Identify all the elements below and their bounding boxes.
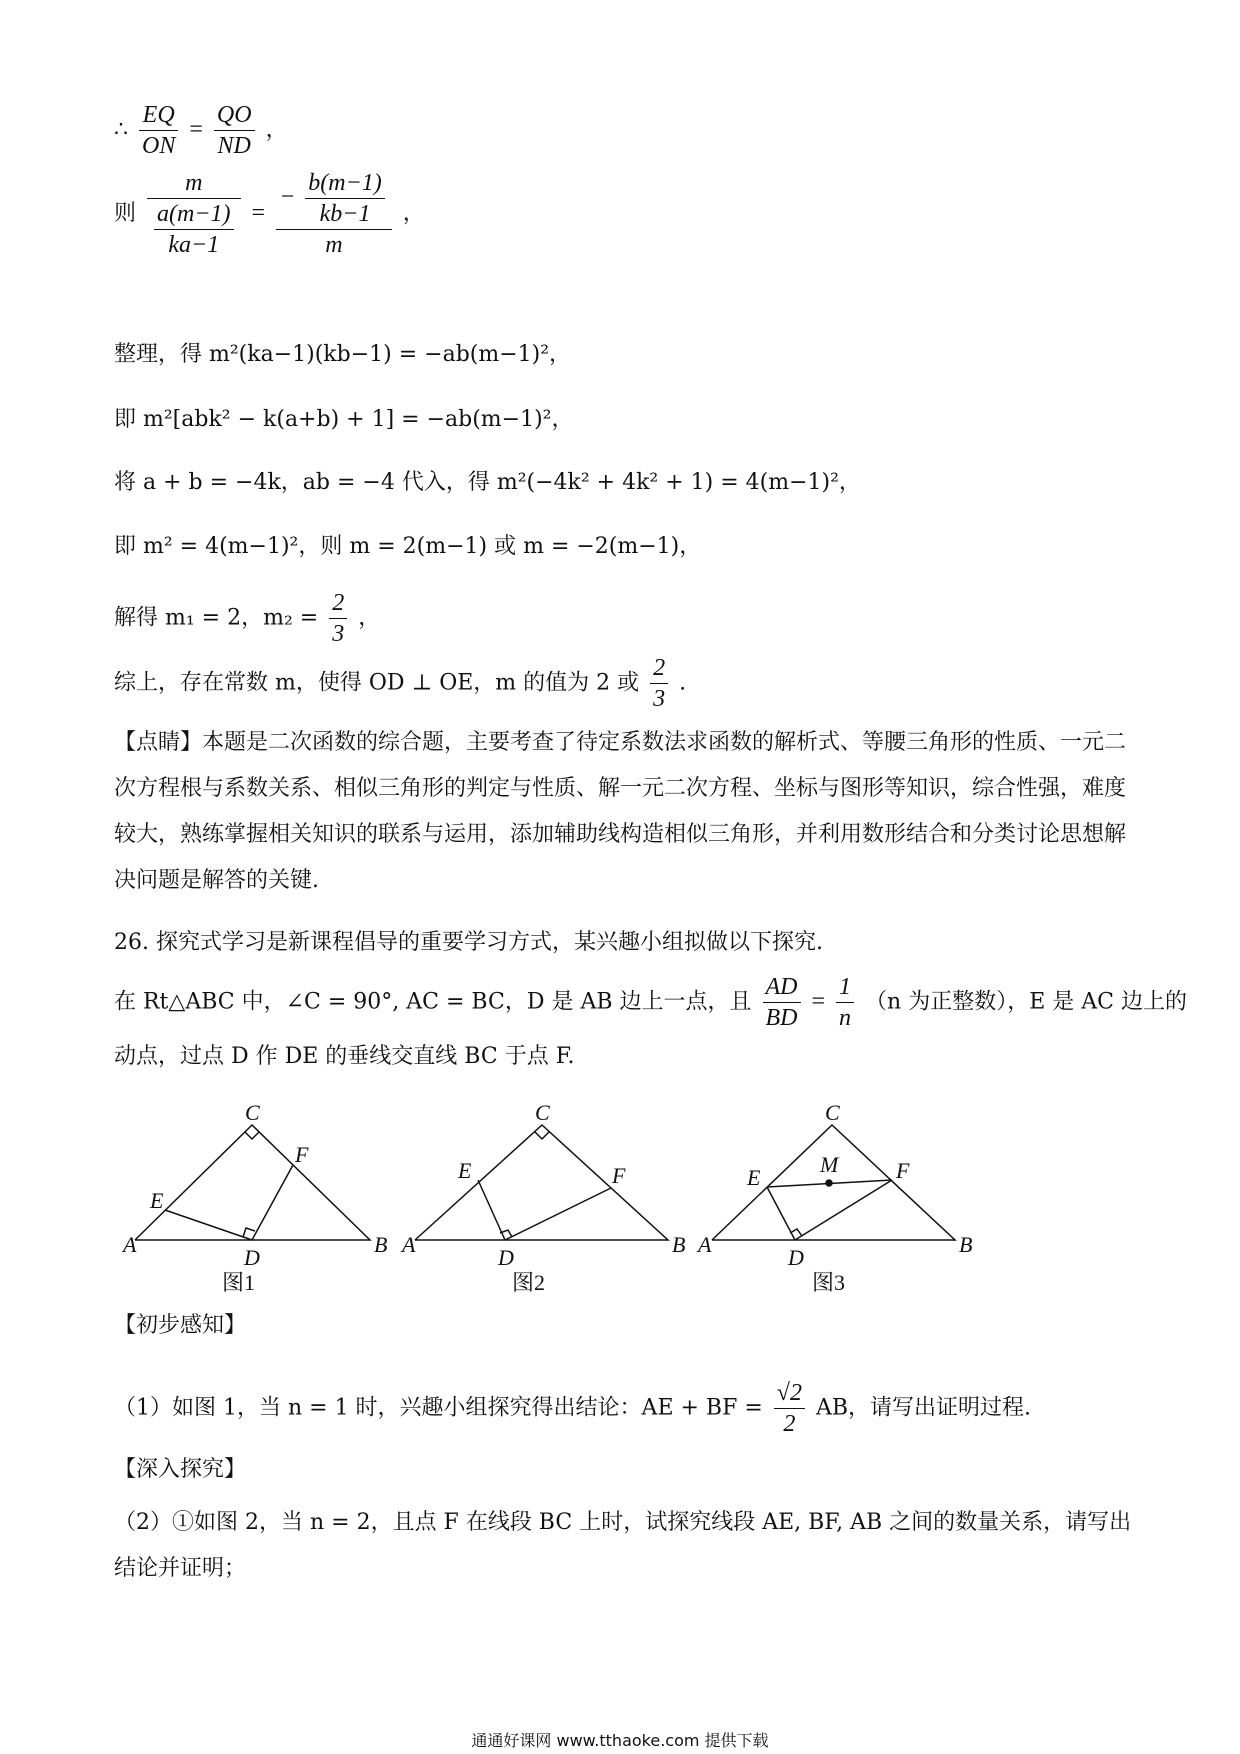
label-c: C [825, 1100, 840, 1125]
label-f: F [612, 1163, 626, 1188]
text: 综上，存在常数 m，使得 OD ⊥ OE，m 的值为 2 或 [114, 670, 640, 696]
fraction-denominator: BD [765, 1005, 798, 1031]
fraction-numerator: b(m−1) [305, 168, 385, 199]
text: （n 为正整数），E 是 AC 边上的 [865, 989, 1187, 1015]
text: 在 Rt△ABC 中，∠C = 90°, AC = BC，D 是 AB 边上一点，且 [114, 989, 752, 1015]
equation-line-6: 即 m² = 4(m−1)²，则 m = 2(m−1) 或 m = −2(m−1)， [114, 534, 702, 559]
segment-ed [478, 1180, 505, 1240]
equation-line-2 [114, 168, 425, 260]
equation-line-7 [114, 588, 380, 649]
punctuation: ， [265, 117, 288, 143]
fraction-numerator: EQ [139, 100, 178, 131]
label-m: M [820, 1152, 839, 1177]
question-26-condition-cont: 动点，过点 D 作 DE 的垂线交直线 BC 于点 F. [114, 1044, 575, 1069]
fraction [774, 1378, 805, 1439]
fraction-numerator: m [147, 168, 241, 199]
question-26-intro: 26. 探究式学习是新课程倡导的重要学习方式，某兴趣小组拟做以下探究. [114, 930, 823, 955]
compound-fraction-left [147, 168, 241, 260]
label-d: D [244, 1245, 260, 1270]
figure-2-caption: 图2 [512, 1270, 546, 1295]
fraction-numerator: 2 [650, 653, 668, 684]
segment-df [505, 1188, 611, 1240]
punctuation: ， [402, 201, 425, 226]
figure-3 [696, 1100, 972, 1295]
equals-sign: = [811, 988, 826, 1015]
segment-ed [165, 1210, 252, 1240]
section-heading-preliminary: 【初步感知】 [114, 1313, 247, 1338]
fraction [650, 653, 668, 714]
label-b: B [374, 1232, 388, 1257]
segment-df [795, 1180, 892, 1240]
fraction-numerator: 1 [836, 972, 854, 1003]
fraction-denominator: kb−1 [319, 201, 371, 227]
label-f: F [295, 1142, 309, 1167]
label-b: B [672, 1232, 686, 1257]
fraction [836, 972, 854, 1033]
page-footer: 通通好课网 www.tthaoke.com 提供下载 [471, 1731, 769, 1750]
conclusion-line [114, 653, 686, 714]
comment-paragraph: 【点睛】本题是二次函数的综合题，主要考查了待定系数法求函数的解析式、等腰三角形的性质、一元二次方程根与系数关系、相似三角形的判定与性质、解一元二次方程、坐标与图形等知识，综合性强，难度较大，熟练掌握相关知识的联系与运用，添加辅助线构造相似三角形，并利用数形结合和分类讨论思想解决问题是解答的关键. [114, 730, 1127, 893]
right-angle-mark-c [245, 1132, 259, 1139]
fraction-denominator: 3 [653, 686, 666, 712]
figure-1-caption: 图1 [222, 1270, 256, 1295]
question-26-condition [114, 972, 1187, 1033]
fraction-denominator: ND [217, 133, 251, 159]
fraction-numerator [276, 168, 392, 230]
inner-fraction [154, 199, 234, 260]
fraction [139, 100, 178, 161]
right-angle-mark-c [535, 1132, 549, 1139]
text: （1）如图 1，当 n = 1 时，兴趣小组探究得出结论：AE + BF = [114, 1395, 763, 1421]
fraction-denominator: ON [142, 133, 176, 159]
label-d: D [498, 1245, 514, 1270]
label-e: E [747, 1165, 761, 1190]
fraction-numerator: 2 [329, 588, 347, 619]
section-heading-deep: 【深入探究】 [114, 1457, 247, 1482]
equation-line-3: 整理，得 m²(ka−1)(kb−1) = −ab(m−1)²， [114, 342, 572, 367]
label-e: E [458, 1158, 472, 1183]
fraction-numerator: AD [763, 972, 801, 1003]
text: 则 [114, 201, 137, 226]
part-2-question: （2）①如图 2，当 n = 2，且点 F 在线段 BC 上时，试探究线段 AE, BF, AB 之间的数量关系，请写出结论并证明； [114, 1510, 1132, 1581]
text: 解得 m₁ = 2，m₂ = [114, 605, 319, 631]
label-e: E [150, 1188, 164, 1213]
equals-sign: = [251, 200, 266, 226]
fraction [214, 100, 255, 161]
fraction-denominator: n [839, 1005, 852, 1031]
fraction-denominator: 3 [332, 621, 345, 647]
punctuation: . [679, 670, 687, 696]
label-c: C [245, 1100, 260, 1125]
label-b: B [959, 1232, 973, 1257]
label-a: A [698, 1232, 712, 1257]
figure-1 [121, 1100, 387, 1295]
equation-line-5: 将 a + b = −4k，ab = −4 代入，得 m²(−4k² + 4k² + 1) = 4(m−1)²， [114, 470, 861, 495]
geometry-figures [0, 1080, 1240, 1300]
fraction-denominator: m [325, 232, 343, 258]
label-a: A [123, 1232, 137, 1257]
fraction-denominator [147, 199, 241, 260]
fraction-numerator: √2 [774, 1378, 805, 1409]
equals-sign: = [189, 116, 203, 143]
fraction-numerator: a(m−1) [154, 199, 234, 230]
figure-3-caption: 图3 [812, 1270, 846, 1295]
punctuation: ， [358, 605, 381, 631]
inner-fraction [305, 168, 385, 229]
fraction-numerator: QO [214, 100, 255, 131]
figure-2 [400, 1100, 685, 1295]
fraction [329, 588, 347, 649]
fraction-denominator: ka−1 [168, 232, 220, 258]
label-c: C [535, 1100, 550, 1125]
right-angle-mark-d [243, 1228, 255, 1237]
text: AB，请写出证明过程. [815, 1395, 1032, 1421]
equation-line-1 [114, 100, 288, 161]
minus-sign: − [279, 184, 296, 211]
label-f: F [896, 1158, 910, 1183]
fraction [763, 972, 801, 1033]
compound-fraction-right [276, 168, 392, 260]
triangle-abc [135, 1125, 370, 1240]
equation-line-4: 即 m²[abk² − k(a+b) + 1] = −ab(m−1)²， [114, 407, 574, 432]
label-d: D [788, 1245, 804, 1270]
therefore-symbol: ∴ [114, 117, 128, 143]
label-a: A [402, 1232, 416, 1257]
point-m [826, 1180, 832, 1186]
fraction-denominator: 2 [783, 1411, 796, 1437]
part-1-question [114, 1378, 1031, 1439]
segment-df [252, 1165, 293, 1240]
